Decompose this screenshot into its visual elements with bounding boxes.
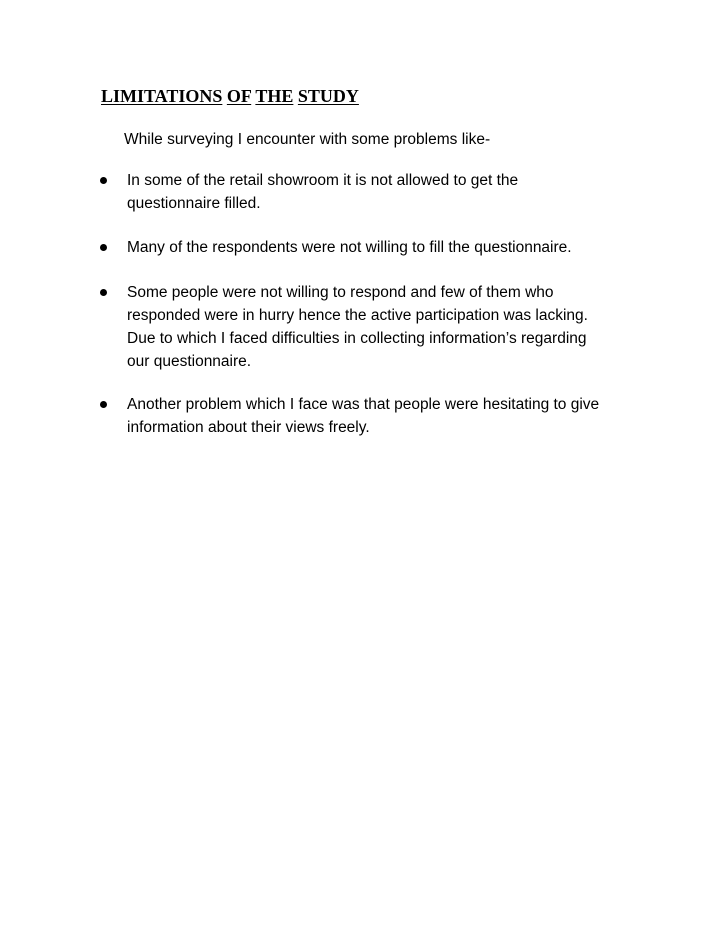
list-item-text: In some of the retail showroom it is not allowed to get the questionnaire filled. xyxy=(127,172,519,212)
section-heading xyxy=(101,85,359,107)
list-item xyxy=(100,393,660,439)
bullet-icon xyxy=(100,401,107,408)
list-item xyxy=(100,169,660,215)
bullet-icon xyxy=(100,177,107,184)
bullet-icon xyxy=(100,244,107,251)
intro-paragraph: While surveying I encounter with some problems like- xyxy=(124,131,491,148)
list-item-text: Some people were not willing to respond and few of them who responded were in hurry hence the active participation was lacking. Due to which I faced difficulties in collecting information’s regarding our questionnaire. xyxy=(127,284,588,370)
heading-word: OF xyxy=(226,86,252,106)
list-item-text: Many of the respondents were not willing to fill the questionnaire. xyxy=(127,239,572,256)
list-item-text: Another problem which I face was that people were hesitating to give information about their views freely. xyxy=(127,396,600,436)
heading-word: LIMITATIONS xyxy=(101,86,223,106)
list-item xyxy=(100,281,660,373)
heading-word: THE xyxy=(255,86,294,106)
heading-word: STUDY xyxy=(297,86,359,106)
bullet-icon xyxy=(100,289,107,296)
list-item xyxy=(100,236,660,259)
